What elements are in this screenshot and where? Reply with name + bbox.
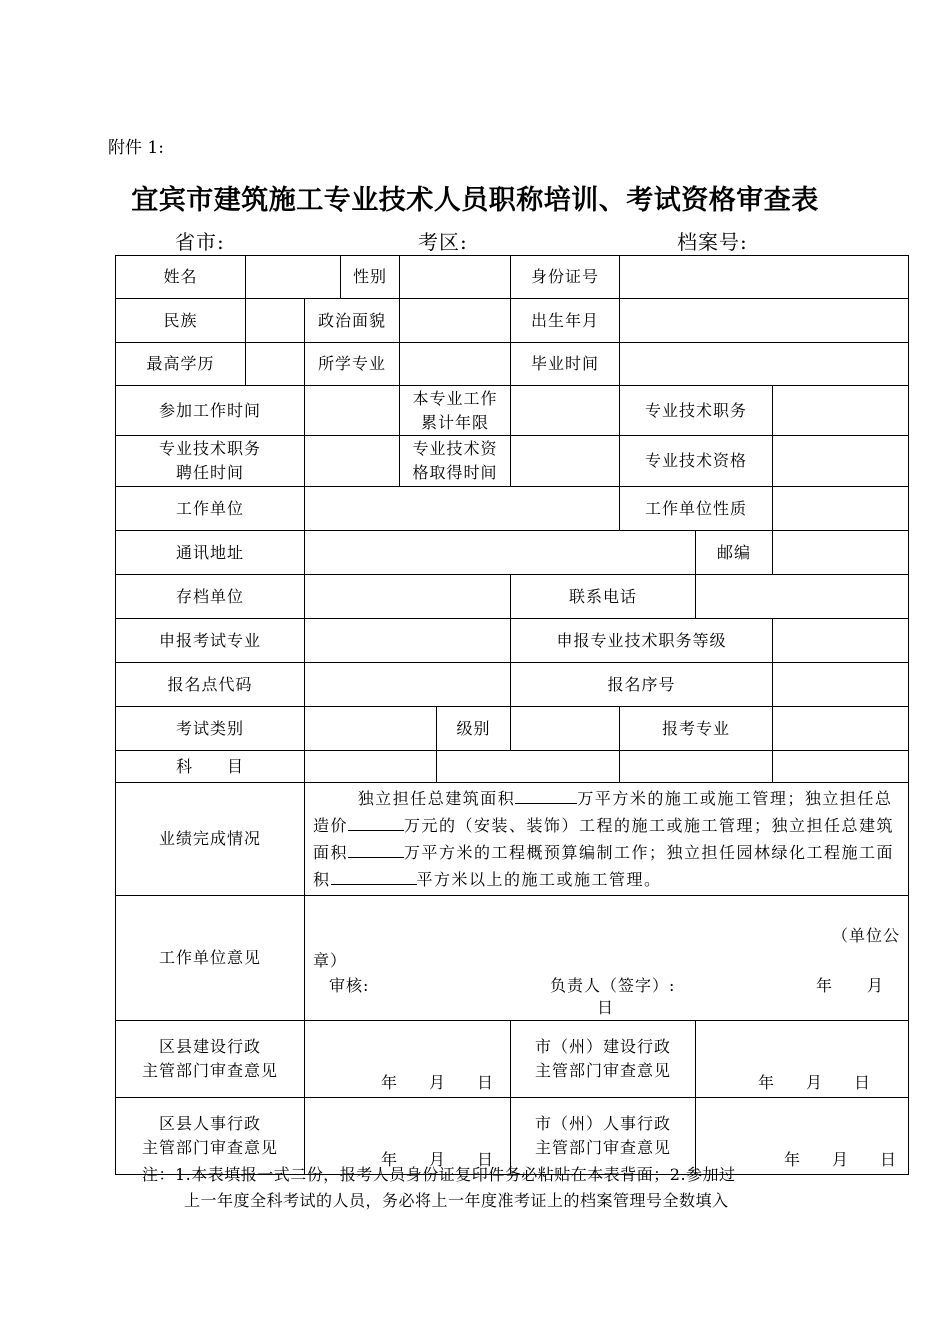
appointment-line1: 专业技术职务 — [158, 439, 261, 458]
signer-label: 负责人（签字）: — [550, 976, 676, 995]
unit-seal-text-1: （单位公 — [832, 926, 901, 945]
serial-number-label: 报名序号 — [511, 663, 773, 707]
performance-part-4: 万平方米的工程概预算编制工作；独立担任园林绿化工程施工面积 — [313, 843, 895, 889]
work-start-cell[interactable] — [305, 386, 400, 436]
exam-specialty-label: 报考专业 — [620, 707, 773, 751]
performance-part-3: 万元的（安装、装饰）工程的施工或施工管理；独立担任总建筑面积 — [313, 816, 895, 862]
birth-date-cell[interactable] — [620, 299, 909, 343]
appointment-line2: 聘任时间 — [175, 463, 244, 482]
exam-area-label: 考区: — [418, 230, 468, 254]
review-form-table — [115, 255, 909, 1175]
work-start-label: 参加工作时间 — [116, 386, 305, 436]
city-construction-date: 年 月 日 — [758, 1073, 871, 1092]
gender-label: 性别 — [341, 256, 400, 299]
archive-unit-cell[interactable] — [305, 575, 511, 619]
political-status-cell[interactable] — [400, 299, 511, 343]
county-personnel-line2: 主管部门审查意见 — [141, 1138, 278, 1157]
province-label: 省市: — [175, 230, 225, 254]
subject-label: 科 目 — [116, 751, 305, 783]
exam-type-label: 考试类别 — [116, 707, 305, 751]
form-title: 宜宾市建筑施工专业技术人员职称培训、考试资格审查表 — [131, 185, 819, 216]
city-personnel-line2: 主管部门审查意见 — [535, 1138, 672, 1157]
appointment-label — [116, 436, 305, 487]
exam-major-label: 申报考试专业 — [116, 619, 305, 663]
phone-label: 联系电话 — [511, 575, 696, 619]
employer-label: 工作单位 — [116, 487, 305, 531]
site-code-label: 报名点代码 — [116, 663, 305, 707]
exam-type-cell[interactable] — [305, 707, 437, 751]
graduation-cell[interactable] — [620, 343, 909, 386]
employer-type-label: 工作单位性质 — [620, 487, 773, 531]
city-construction-line1: 市（州）建设行政 — [535, 1037, 672, 1056]
county-construction-line1: 区县建设行政 — [158, 1037, 261, 1056]
county-personnel-line1: 区县人事行政 — [158, 1114, 261, 1133]
birth-date-label: 出生年月 — [511, 299, 620, 343]
county-personnel-date: 年 月 日 — [381, 1150, 494, 1169]
gender-cell[interactable] — [400, 256, 511, 299]
appointment-cell[interactable] — [305, 436, 400, 487]
note-line-1: 注：1.本表填报一式二份，报考人员身份证复印件务必粘贴在本表背面；2.参加过 — [142, 1165, 736, 1184]
county-construction-label — [116, 1021, 305, 1098]
title-grade-cell[interactable] — [773, 619, 909, 663]
subject-cell-4[interactable] — [773, 751, 909, 783]
level-label: 级别 — [437, 707, 511, 751]
site-code-cell[interactable] — [305, 663, 511, 707]
level-cell[interactable] — [511, 707, 620, 751]
postcode-cell[interactable] — [773, 531, 909, 575]
city-construction-label — [511, 1021, 696, 1098]
employer-opinion-label: 工作单位意见 — [116, 896, 305, 1021]
opinion-year-month: 年 月 — [816, 976, 885, 995]
ethnicity-label: 民族 — [116, 299, 246, 343]
exam-major-cell[interactable] — [305, 619, 511, 663]
id-number-label: 身份证号 — [511, 256, 620, 299]
employer-type-cell[interactable] — [773, 487, 909, 531]
postcode-label: 邮编 — [696, 531, 773, 575]
qualification-date-line1: 专业技术资 — [412, 439, 498, 458]
phone-cell[interactable] — [696, 575, 909, 619]
performance-part-2: 万平方米的施工或施工管理；独立担任总造价 — [313, 789, 893, 835]
qualification-date-line2: 格取得时间 — [412, 463, 498, 482]
performance-cell[interactable] — [305, 783, 909, 896]
area-blank[interactable] — [515, 785, 577, 804]
qualification-cell[interactable] — [773, 436, 909, 487]
opinion-day: 日 — [597, 998, 615, 1017]
reviewer-label: 审核: — [329, 976, 370, 995]
name-label: 姓名 — [116, 256, 246, 299]
unit-seal-text-2: 章） — [313, 951, 348, 970]
education-cell[interactable] — [246, 343, 305, 386]
performance-part-1: 独立担任总建筑面积 — [357, 789, 516, 808]
id-number-cell[interactable] — [620, 256, 909, 299]
landscape-area-blank[interactable] — [331, 866, 417, 885]
budget-area-blank[interactable] — [348, 839, 404, 858]
archive-unit-label: 存档单位 — [116, 575, 305, 619]
subject-cell-3[interactable] — [620, 751, 773, 783]
title-post-label: 专业技术职务 — [620, 386, 773, 436]
city-personnel-date: 年 月 日 — [784, 1150, 897, 1169]
county-construction-opinion[interactable] — [305, 1021, 511, 1098]
qualification-date-label — [400, 436, 511, 487]
major-cell[interactable] — [400, 343, 511, 386]
qualification-date-cell[interactable] — [511, 436, 620, 487]
work-years-line1: 本专业工作 — [412, 388, 498, 408]
city-construction-opinion[interactable] — [696, 1021, 909, 1098]
subject-cell-2[interactable] — [437, 751, 620, 783]
qualification-label: 专业技术资格 — [620, 436, 773, 487]
employer-opinion-cell[interactable] — [305, 896, 909, 1021]
attachment-label: 附件 1: — [108, 138, 164, 158]
county-construction-date: 年 月 日 — [381, 1073, 494, 1092]
performance-part-5: 平方米以上的施工或施工管理。 — [416, 870, 662, 889]
address-label: 通讯地址 — [116, 531, 305, 575]
city-personnel-line1: 市（州）人事行政 — [535, 1114, 672, 1133]
county-construction-line2: 主管部门审查意见 — [141, 1061, 278, 1080]
political-status-label: 政治面貌 — [305, 299, 400, 343]
work-years-cell[interactable] — [511, 386, 620, 436]
graduation-label: 毕业时间 — [511, 343, 620, 386]
performance-text — [313, 785, 900, 893]
performance-label: 业绩完成情况 — [116, 783, 305, 896]
exam-specialty-cell[interactable] — [773, 707, 909, 751]
address-cell[interactable] — [305, 531, 696, 575]
city-construction-line2: 主管部门审查意见 — [535, 1061, 672, 1080]
education-label: 最高学历 — [116, 343, 246, 386]
employer-cell[interactable] — [305, 487, 620, 531]
file-number-label: 档案号: — [677, 230, 748, 254]
note-line-2: 上一年度全科考试的人员，务必将上一年度准考证上的档案管理号全数填入 — [184, 1191, 729, 1210]
major-label: 所学专业 — [305, 343, 400, 386]
serial-number-cell[interactable] — [773, 663, 909, 707]
work-years-label — [400, 386, 511, 436]
subject-cell-1[interactable] — [305, 751, 437, 783]
cost-blank[interactable] — [348, 812, 404, 831]
name-cell[interactable] — [246, 256, 341, 299]
title-grade-label: 申报专业技术职务等级 — [511, 619, 773, 663]
work-years-line2: 累计年限 — [420, 412, 489, 432]
title-post-cell[interactable] — [773, 386, 909, 436]
ethnicity-cell[interactable] — [246, 299, 305, 343]
